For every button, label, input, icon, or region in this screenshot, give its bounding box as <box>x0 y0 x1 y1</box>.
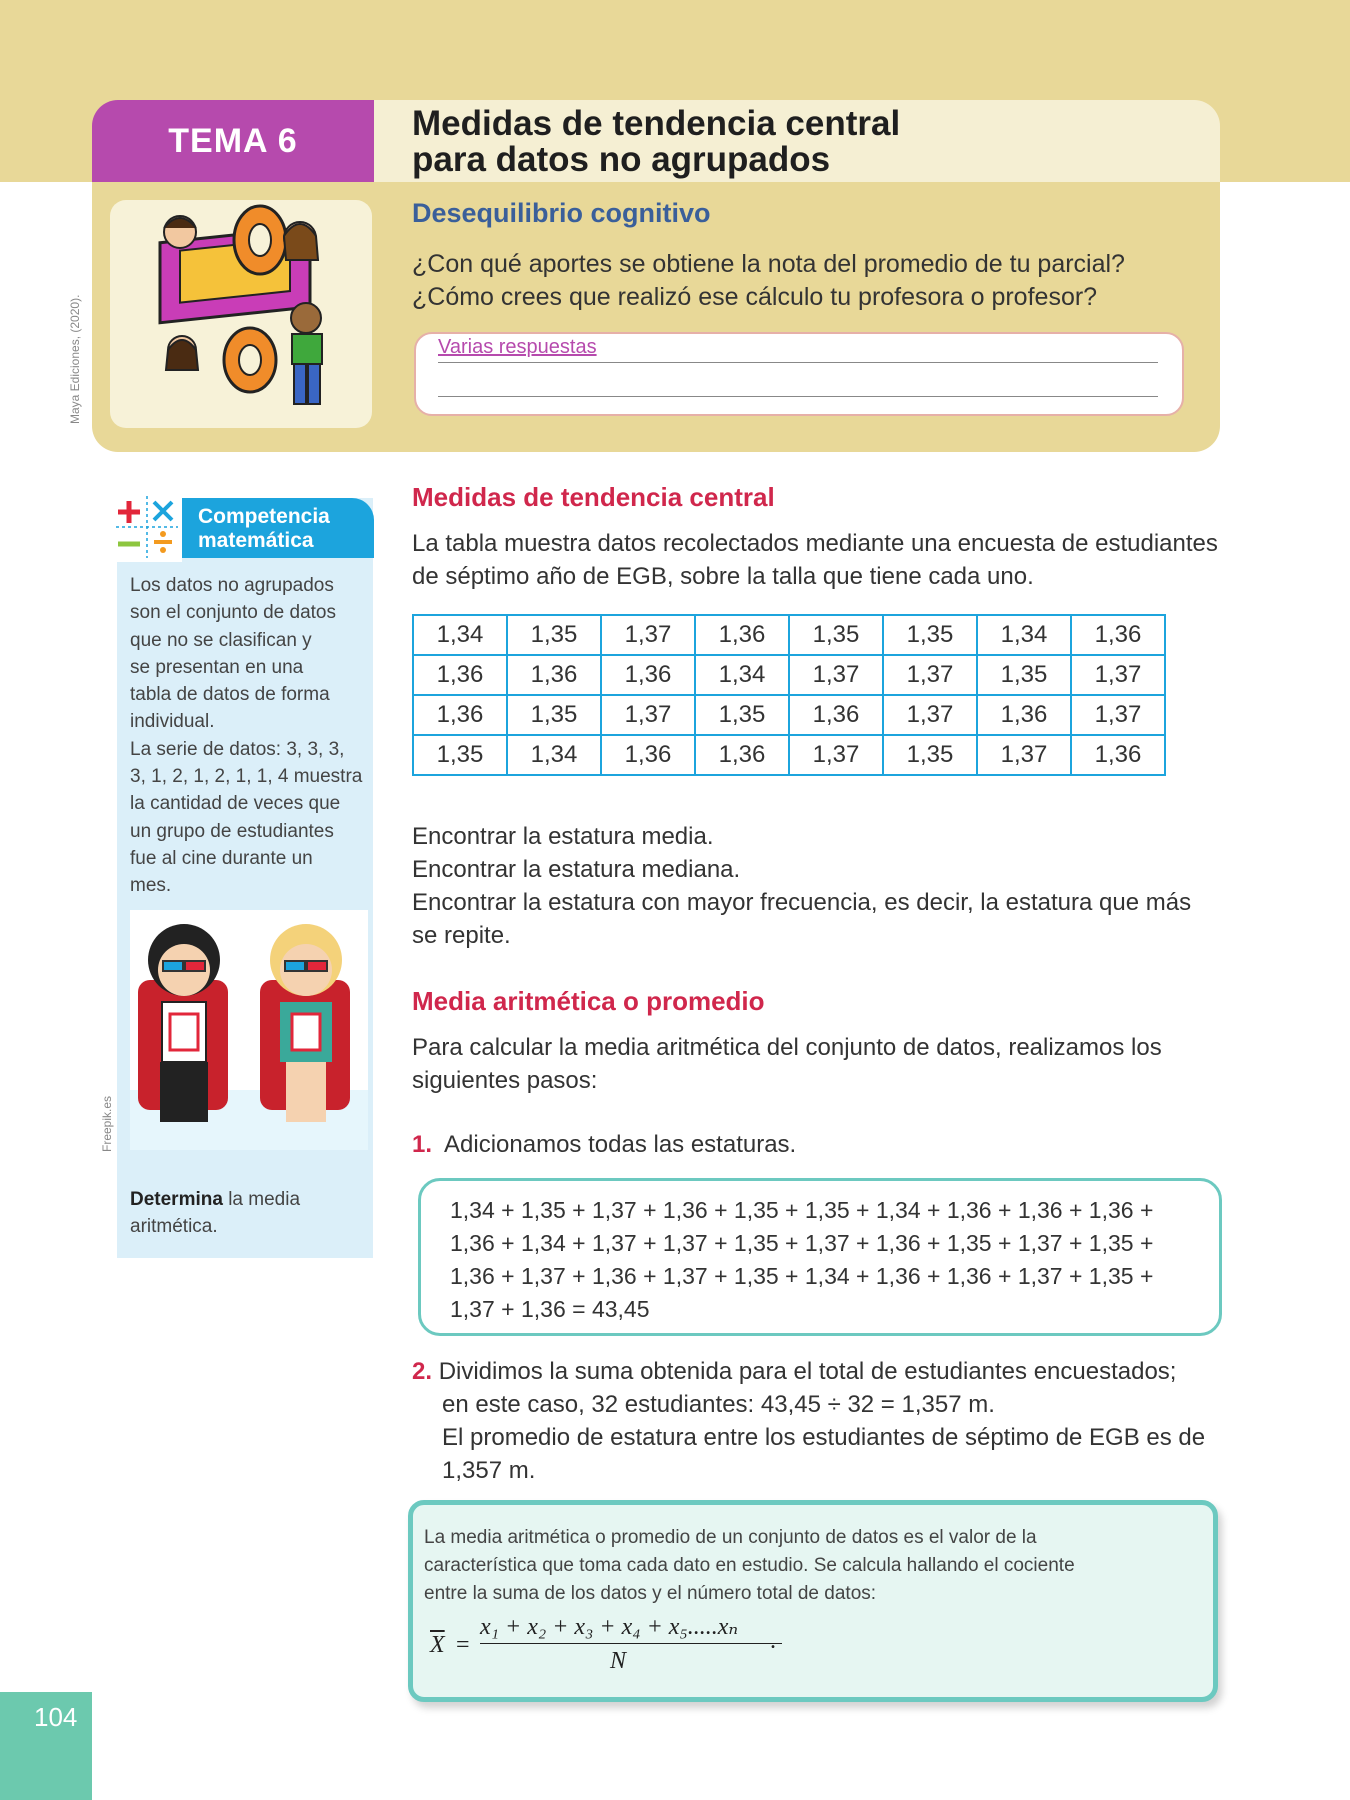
answer-line-2[interactable] <box>438 370 1158 397</box>
page-number-tab <box>0 1692 92 1800</box>
table-cell: 1,37 <box>1071 695 1165 735</box>
formula-period: . <box>770 1628 776 1654</box>
media-paragraph <box>412 1031 1220 1097</box>
maya-credit: Maya Ediciones, (2020). <box>68 294 82 424</box>
table-cell: 1,36 <box>413 655 507 695</box>
competencia-line: individual. <box>130 711 215 733</box>
competencia-line: 3, 1, 2, 1, 2, 1, 1, 4 muestra <box>130 766 363 788</box>
sum-line: 1,36 + 1,34 + 1,37 + 1,37 + 1,35 + 1,37 + 1,36 + 1,35 + 1,37 + 1,35 + <box>450 1230 1154 1256</box>
table-cell: 1,35 <box>695 695 789 735</box>
competencia-line: la cantidad de veces que <box>130 793 341 815</box>
table-cell: 1,35 <box>507 615 601 655</box>
question-1: ¿Con qué aportes se obtiene la nota del promedio de tu parcial? <box>412 250 1125 278</box>
table-row <box>413 655 1165 695</box>
answer-line-1[interactable] <box>438 336 1158 363</box>
tema-badge <box>92 100 374 182</box>
section-heading-media: Media aritmética o promedio <box>412 986 765 1016</box>
cinema-kids-illustration <box>130 910 368 1150</box>
step-2 <box>412 1355 1220 1487</box>
step-2-line-2: en este caso, 32 estudiantes: 43,45 ÷ 32 = 1,357 m. <box>442 1391 995 1418</box>
competencia-line: son el conjunto de datos <box>130 602 336 624</box>
table-row <box>413 615 1165 655</box>
table-cell: 1,36 <box>789 695 883 735</box>
task-3-line-2: se repite. <box>412 922 511 949</box>
definition-text <box>424 1524 1194 1608</box>
competencia-line: fue al cine durante un <box>130 847 313 869</box>
competencia-line: se presentan en una <box>130 656 304 678</box>
task-1: Encontrar la estatura media. <box>412 823 714 850</box>
heights-table <box>412 614 1166 776</box>
section-heading-central: Medidas de tendencia central <box>412 482 775 512</box>
table-cell: 1,36 <box>601 655 695 695</box>
formula-numerator: x₁ + x₂ + x₃ + x₄ + x₅.....xₙ <box>480 1612 782 1644</box>
table-cell: 1,34 <box>507 735 601 775</box>
formula-x-bar: $\overline{X}$ <box>430 1632 445 1658</box>
table-cell: 1,36 <box>695 615 789 655</box>
table-row <box>413 735 1165 775</box>
competencia-line: tabla de datos de forma <box>130 684 330 706</box>
table-cell: 1,37 <box>789 735 883 775</box>
sum-line: 1,36 + 1,37 + 1,36 + 1,37 + 1,35 + 1,34 + 1,36 + 1,36 + 1,37 + 1,35 + <box>450 1263 1154 1289</box>
table-cell: 1,37 <box>601 695 695 735</box>
table-cell: 1,37 <box>883 655 977 695</box>
task-rest-2: aritmética. <box>130 1216 218 1237</box>
math-operations-icon <box>112 492 182 562</box>
table-cell: 1,36 <box>695 735 789 775</box>
definition-line: entre la suma de los datos y el número total de datos: <box>424 1583 877 1604</box>
table-cell: 1,34 <box>413 615 507 655</box>
media-line-1: Para calcular la media aritmética del conjunto de datos, realizamos los <box>412 1034 1162 1061</box>
percent-kids-illustration <box>110 200 372 428</box>
cognitive-heading: Desequilibrio cognitivo <box>412 198 711 228</box>
table-cell: 1,37 <box>1071 655 1165 695</box>
table-cell: 1,36 <box>601 735 695 775</box>
step-2-line-3: El promedio de estatura entre los estudiantes de séptimo de EGB es de <box>442 1424 1206 1451</box>
competencia-line: un grupo de estudiantes <box>130 820 334 842</box>
table-cell: 1,37 <box>977 735 1071 775</box>
step-2-line-4: 1,357 m. <box>442 1457 536 1484</box>
table-cell: 1,35 <box>413 735 507 775</box>
table-cell: 1,36 <box>1071 735 1165 775</box>
cognitive-questions <box>412 248 1192 314</box>
page-title-line2: para datos no agrupados <box>412 140 831 179</box>
competencia-text <box>130 572 366 900</box>
definition-line: característica que toma cada dato en estudio. Se calcula hallando el cociente <box>424 1555 1075 1576</box>
mean-formula <box>428 1612 828 1674</box>
step-1-number: 1. <box>412 1131 433 1158</box>
freepik-credit: Freepik.es <box>100 1095 114 1152</box>
competencia-line: mes. <box>130 875 172 897</box>
table-cell: 1,35 <box>507 695 601 735</box>
table-cell: 1,37 <box>601 615 695 655</box>
step-1-text: Adicionamos todas las estaturas. <box>444 1131 797 1158</box>
competencia-line: La serie de datos: 3, 3, 3, <box>130 738 345 760</box>
step-1 <box>412 1128 1220 1161</box>
table-cell: 1,34 <box>695 655 789 695</box>
sum-line: 1,37 + 1,36 = 43,45 <box>450 1296 650 1322</box>
question-2: ¿Cómo crees que realizó ese cálculo tu profesora o profesor? <box>412 283 1098 311</box>
table-cell: 1,34 <box>977 615 1071 655</box>
table-cell: 1,36 <box>507 655 601 695</box>
step-2-line-1: Dividimos la suma obtenida para el total de estudiantes encuestados; <box>438 1358 1177 1385</box>
media-line-2: siguientes pasos: <box>412 1067 598 1094</box>
intro-line-1: La tabla muestra datos recolectados mediante una encuesta de estudiantes <box>412 530 1218 557</box>
page-number: 104 <box>34 1702 78 1732</box>
sum-expression <box>450 1194 1210 1326</box>
step-2-number: 2. <box>412 1358 433 1385</box>
task-2: Encontrar la estatura mediana. <box>412 856 741 883</box>
competencia-title-2: matemática <box>198 529 314 552</box>
competencia-task <box>130 1186 366 1240</box>
answer-text: Varias respuestas <box>438 336 597 358</box>
task-3-line-1: Encontrar la estatura con mayor frecuencia, es decir, la estatura que más <box>412 889 1192 916</box>
competencia-line: Los datos no agrupados <box>130 575 334 596</box>
task-bold: Determina <box>130 1189 223 1210</box>
table-cell: 1,37 <box>883 695 977 735</box>
tasks-paragraph <box>412 820 1220 952</box>
competencia-header <box>168 498 374 558</box>
table-cell: 1,35 <box>789 615 883 655</box>
task-rest: la media <box>222 1189 301 1210</box>
table-cell: 1,35 <box>883 735 977 775</box>
table-cell: 1,37 <box>789 655 883 695</box>
table-cell: 1,36 <box>1071 615 1165 655</box>
table-cell: 1,36 <box>413 695 507 735</box>
table-cell: 1,35 <box>977 655 1071 695</box>
formula-equals: = <box>456 1632 470 1658</box>
table-cell: 1,35 <box>883 615 977 655</box>
page-title-line1: Medidas de tendencia central <box>412 104 901 143</box>
page-title <box>412 106 1112 178</box>
intro-line-2: de séptimo año de EGB, sobre la talla que tiene cada uno. <box>412 563 1034 590</box>
percent-illustration-svg <box>110 200 372 428</box>
definition-line: La media aritmética o promedio de un conjunto de datos es el valor de la <box>424 1527 1037 1548</box>
tema-label: TEMA 6 <box>168 121 298 160</box>
sum-line: 1,34 + 1,35 + 1,37 + 1,36 + 1,35 + 1,35 + 1,34 + 1,36 + 1,36 + 1,36 + <box>450 1197 1154 1223</box>
competencia-title-1: Competencia <box>198 505 330 528</box>
table-cell: 1,36 <box>977 695 1071 735</box>
intro-paragraph <box>412 527 1220 593</box>
formula-denominator: N <box>610 1648 627 1674</box>
table-row <box>413 695 1165 735</box>
competencia-line: que no se clasifican y <box>130 629 312 651</box>
